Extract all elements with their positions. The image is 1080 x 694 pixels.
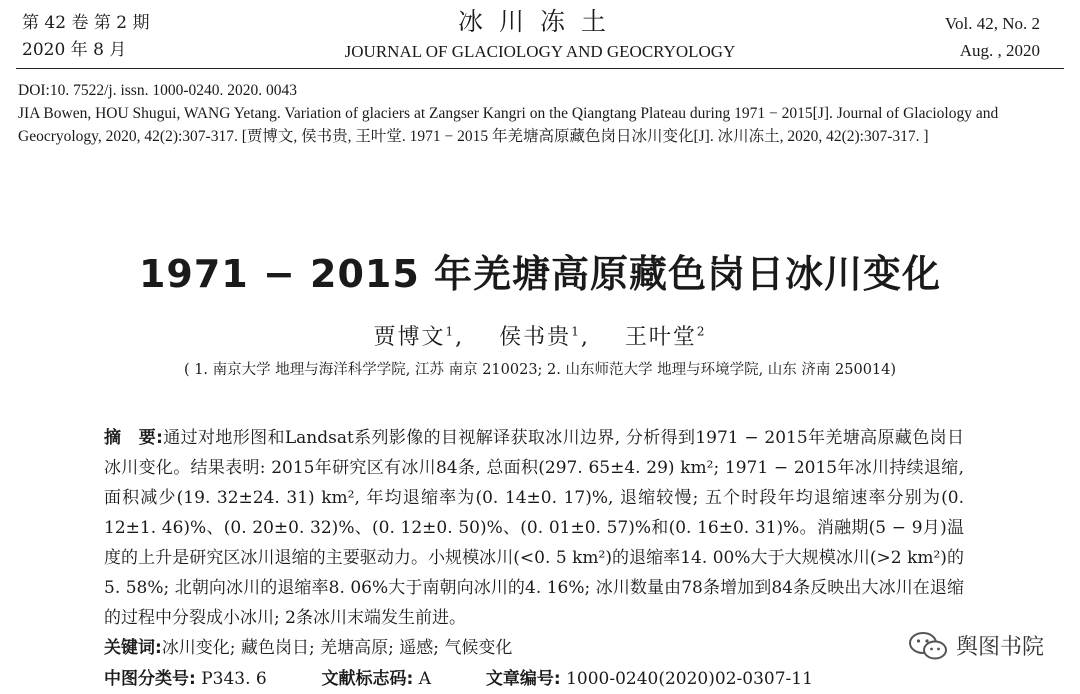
watermark xyxy=(902,628,1050,663)
author-1: 贾博文$^1$, xyxy=(373,324,465,350)
date-cn: 2020 年 8 月 xyxy=(22,40,127,60)
header-rule xyxy=(16,68,1064,69)
issue-cn: 第 42 卷 第 2 期 xyxy=(22,13,150,33)
author-3: 王叶堂$^2$ xyxy=(624,324,707,350)
date-en: Aug. , 2020 xyxy=(959,41,1040,60)
article-title: 1971 − 2015 年羌塘高原藏色岗日冰川变化 xyxy=(138,252,942,296)
citation-text: JIA Bowen, HOU Shugui, WANG Yetang. Variation of glaciers at Zangser Kangri on the Qiangtang Plateau during 1971 − 2015[J]. Journal of Glaciology and Geocryology, 2020, 42(2):307-317. [贾博文, 侯书贵, 王叶堂. 1971 − 2015 年羌塘高原藏色岗日冰川变化[J]. 冰川冻土, 2020, 42(2):307-317. ] xyxy=(18,105,999,145)
affiliation: ( 1. 南京大学 地理与海洋科学学院, 江苏 南京 210023; 2. 山东师范大学 地理与环境学院, 山东 济南 250014) xyxy=(183,362,897,378)
clc-value: P343. 6 xyxy=(201,669,267,689)
keywords xyxy=(104,633,512,658)
issue-en: Vol. 42, No. 2 xyxy=(944,14,1040,33)
clc-label: 中图分类号: xyxy=(104,669,196,689)
keywords-text: 冰川变化; 藏色岗日; 羌塘高原; 遥感; 气候变化 xyxy=(161,638,513,658)
article-number-label: 文章编号: xyxy=(485,669,561,689)
abstract xyxy=(104,423,964,633)
author-list xyxy=(0,320,1080,351)
abstract-text: 通过对地形图和Landsat系列影像的目视解译获取冰川边界, 分析得到1971 − 2015年羌塘高原藏色岗日冰川变化。结果表明: 2015年研究区有冰川84条, 总面积(297. 65±4. 29) km²; 1971 − 2015年冰川持续退缩, 面积减少(19. 32±24. 31) km², 年均退缩率为(0. 14±0. 17)%, 退缩较慢; 五个时段年均退缩速率分别为(0. 12±1. 46)%、(0. 20±0. 32)%、(0. 12±0. 50)%、(0. 01±0. 57)%和(0. 16±0. 31)%。消融期(5 − 9月)温度的上升是研究区冰川退缩的主要驱动力。小规模冰川(<0. 5 km²)的退缩率14. 00%大于大规模冰川(>2 km²)的5. 58%; 北朝向冰川的退缩率8. 06%大于南朝向冰川的4. 16%; 冰川数量由78条增加到84条反映出大冰川在退缩的过程中分裂成小冰川; 2条冰川末端发生前进。 xyxy=(104,428,964,628)
doi: DOI:10. 7522/j. issn. 1000-0240. 2020. 0043 xyxy=(18,82,297,99)
header-right xyxy=(945,10,1040,64)
watermark-text: 舆图书院 xyxy=(955,635,1044,660)
classification-line xyxy=(104,664,813,689)
doc-code-label: 文献标志码: xyxy=(321,669,414,689)
keywords-label: 关键词: xyxy=(104,638,162,658)
citation-block xyxy=(18,79,1058,148)
article-number-value: 1000-0240(2020)02-0307-11 xyxy=(566,669,813,689)
journal-title-cn: 冰川冻土 xyxy=(457,7,622,36)
doc-code-value: A xyxy=(418,669,432,689)
wechat-icon xyxy=(908,631,948,661)
journal-title-en: JOURNAL OF GLACIOLOGY AND GEOCRYOLOGY xyxy=(344,42,736,61)
abstract-label: 摘 要: xyxy=(104,428,163,448)
author-2: 侯书贵$^1$, xyxy=(499,324,590,350)
header-center xyxy=(0,6,1080,64)
